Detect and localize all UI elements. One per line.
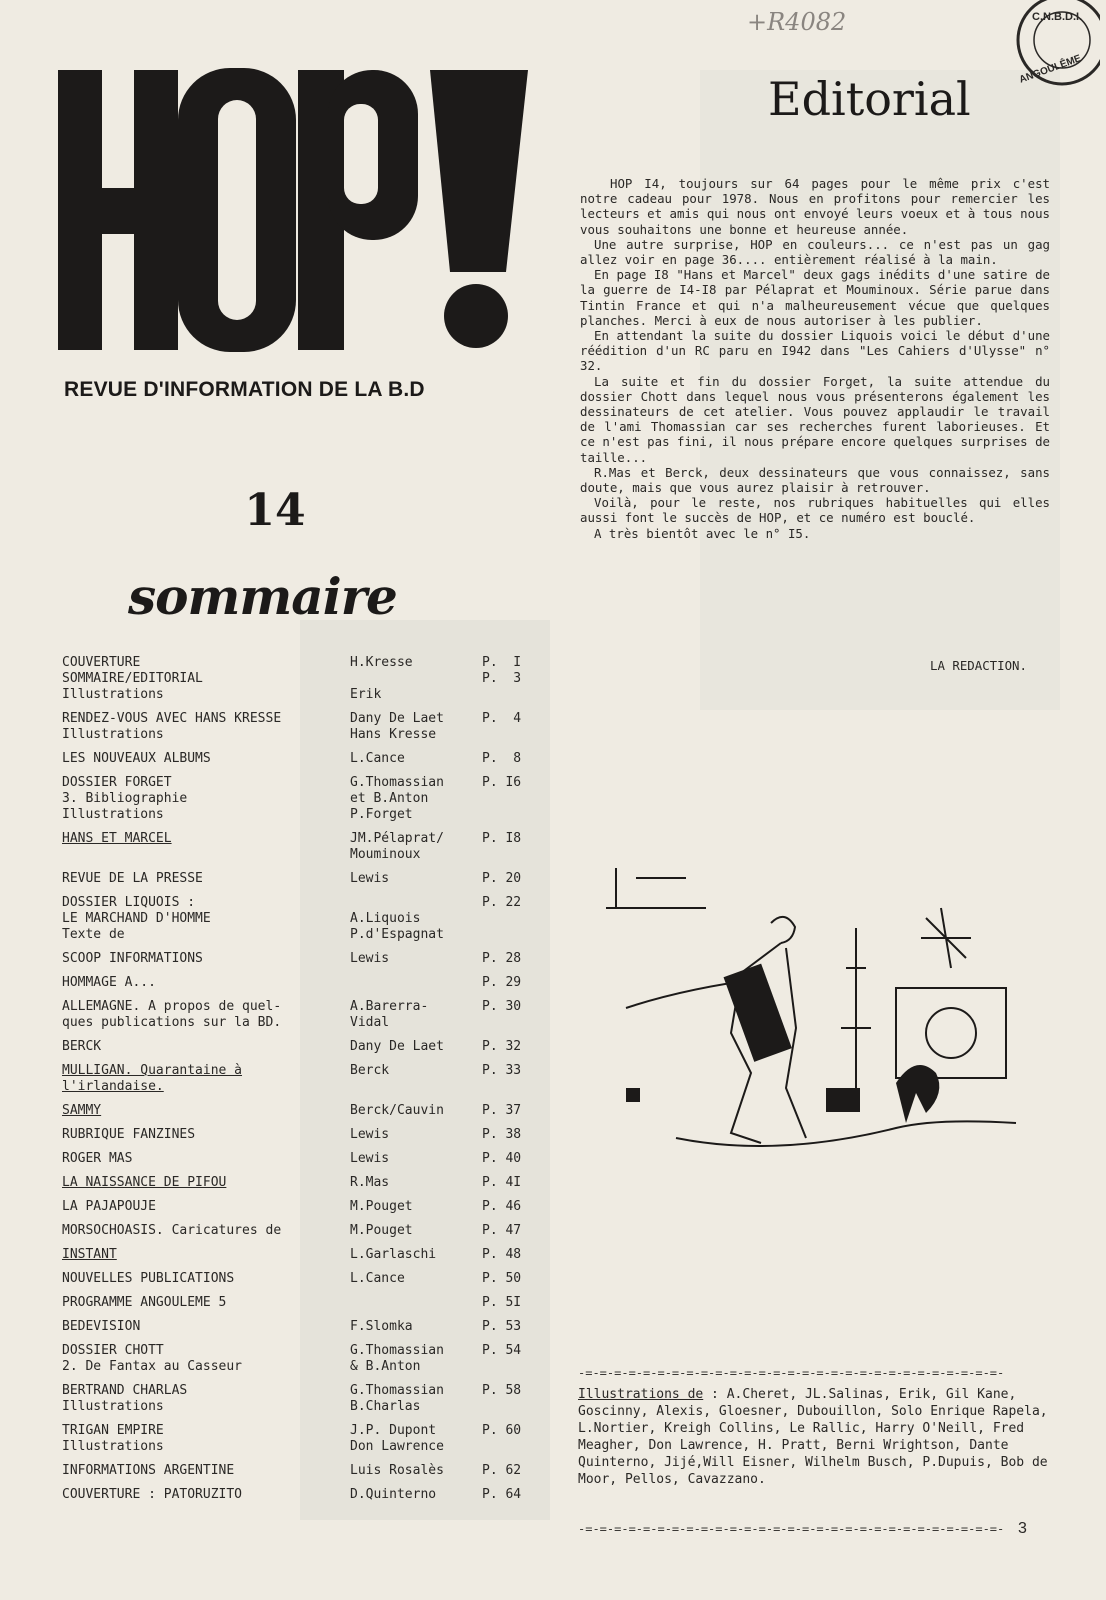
toc-entry-title: DOSSIER CHOTT 2. De Fantax au Casseur	[62, 1343, 243, 1374]
toc-entry-author: G.Thomassian B.Charlas	[350, 1383, 444, 1414]
editorial-paragraph: Une autre surprise, HOP en couleurs... ce n'est pas un gag allez voir en page 36.... entièrement réalisé à la main.	[580, 236, 1050, 268]
toc-entry-title: COUVERTURE	[62, 655, 141, 670]
toc-entry-title: HOMMAGE A...	[62, 975, 156, 990]
toc-entry-author: Luis Rosalès	[350, 1463, 444, 1478]
issue-number: 14	[244, 485, 306, 536]
toc-entry-page: P. 29	[482, 975, 522, 990]
toc-entry-page: P. 64	[482, 1487, 522, 1502]
toc-entry-title: INFORMATIONS ARGENTINE	[62, 1463, 235, 1478]
toc-entry-title: NOUVELLES PUBLICATIONS	[62, 1271, 235, 1286]
editorial-paragraph: A très bientôt avec le n° I5.	[594, 525, 811, 541]
toc-entry-title: PROGRAMME ANGOULEME 5	[62, 1295, 227, 1310]
toc-entry-page: P. 22	[482, 895, 522, 910]
toc-entry-author: M.Pouget	[350, 1223, 413, 1238]
toc-entry-title: MORSOCHOASIS. Caricatures de	[62, 1223, 282, 1238]
toc-entry-author: Lewis	[350, 1127, 390, 1142]
separator-top: -=-=-=-=-=-=-=-=-=-=-=-=-=-=-=-=-=-=-=-=-=-=-=-=-=-=-=-=-=-	[578, 1366, 1005, 1380]
toc-entry-page: P. 30	[482, 999, 522, 1014]
toc-entry-title: ROGER MAS	[62, 1151, 133, 1166]
toc-entry-page: P. 48	[482, 1247, 522, 1262]
toc-entry-author: F.Slomka	[350, 1319, 413, 1334]
toc-entry-author: A.Barerra- Vidal	[350, 999, 429, 1030]
toc-entry-title: SOMMAIRE/EDITORIAL Illustrations	[62, 671, 203, 702]
toc-entry-page: P. I6	[482, 775, 522, 790]
toc-entry-author: M.Pouget	[350, 1199, 413, 1214]
toc-entry-author: R.Mas	[350, 1175, 390, 1190]
editorial-paragraph: La suite et fin du dossier Forget, la suite attendue du dossier Chott dans lequel nous vous présenterons également les dessinateurs de cet atelier. Vous pouvez applaudir le travail de l'ami Thomassian car ses recherches furent laborieuses. Et ce n'est pas fini, il nous prépare encore quelques surprises de taille...	[580, 373, 1050, 465]
toc-entry-page: P. 60	[482, 1423, 522, 1438]
toc-entry-page: P. 4	[482, 711, 522, 726]
toc-entry-author: Lewis	[350, 1151, 390, 1166]
toc-entry-page: P. 53	[482, 1319, 522, 1334]
toc-entry-page: P. 5I	[482, 1295, 522, 1310]
toc-entry-title: SAMMY	[62, 1103, 102, 1118]
editorial-paragraph: En page I8 "Hans et Marcel" deux gags inédits d'une satire de la guerre de I4-I8 par Pélaprat et Mouminoux. Série parue dans Tintin France et qui n'a malheureusement vécue que quelques planches. Merci à eux de nous autoriser à les publier.	[580, 267, 1050, 328]
toc-entry-page: P. 50	[482, 1271, 522, 1286]
editorial-title: Editorial	[768, 72, 971, 126]
toc-entry-author: H.Kresse	[350, 655, 413, 670]
toc-entry-title: LA NAISSANCE DE PIFOU	[62, 1175, 227, 1190]
toc-entry-title: BERTRAND CHARLAS Illustrations	[62, 1383, 188, 1414]
toc-entry-title: BEDEVISION	[62, 1319, 141, 1334]
toc-entry-title: LES NOUVEAUX ALBUMS	[62, 751, 211, 766]
editorial-illustration	[596, 848, 1036, 1178]
toc-entry-page: P. 54	[482, 1343, 522, 1358]
toc-entry-author: Dany De Laet	[350, 1039, 444, 1054]
toc-entry-author: Dany De Laet Hans Kresse	[350, 711, 444, 742]
editorial-signature: LA REDACTION.	[930, 658, 1027, 673]
toc-entry-page: P. 47	[482, 1223, 522, 1238]
svg-text:ANGOULÊME: ANGOULÊME	[1017, 53, 1083, 86]
toc-entry-page: P. 33	[482, 1063, 522, 1078]
toc-entry-title: MULLIGAN. Quarantaine à l'irlandaise.	[62, 1063, 243, 1094]
toc-entry-page: P. 38	[482, 1127, 522, 1142]
toc-entry-page: P. 46	[482, 1199, 522, 1214]
hop-logo	[58, 60, 528, 360]
toc-entry-title: HANS ET MARCEL	[62, 831, 172, 846]
page-number: 3	[1018, 1520, 1027, 1537]
toc-entry-author: Berck/Cauvin	[350, 1103, 444, 1118]
toc-entry-author: JM.Pélaprat/ Mouminoux	[350, 831, 444, 862]
toc-entry-page: P. 40	[482, 1151, 522, 1166]
editorial-paragraph: R.Mas et Berck, deux dessinateurs que vous connaissez, sans doute, mais que vous aurez plaisir à retrouver.	[580, 464, 1050, 496]
separator-bottom: -=-=-=-=-=-=-=-=-=-=-=-=-=-=-=-=-=-=-=-=-=-=-=-=-=-=-=-=-=-	[578, 1522, 1005, 1536]
library-stamp	[1000, 0, 1100, 88]
toc-entry-author: Lewis	[350, 871, 390, 886]
magazine-subtitle: REVUE D'INFORMATION DE LA B.D	[64, 378, 425, 401]
toc-entry-page: P. 20	[482, 871, 522, 886]
toc-entry-author: G.Thomassian et B.Anton P.Forget	[350, 775, 444, 822]
editorial-paragraph: Voilà, pour le reste, nos rubriques habituelles qui elles aussi font le succès de HOP, et ce numéro est bouclé.	[580, 495, 1050, 526]
toc-entry-author: L.Cance	[350, 1271, 405, 1286]
editorial-body	[580, 176, 1050, 541]
sommaire-heading: sommaire	[128, 567, 397, 626]
editorial-paragraph: En attendant la suite du dossier Liquois voici le début d'une réédition d'un RC paru en I942 dans "Les Cahiers d'Ulysse" n° 32.	[580, 328, 1050, 374]
toc-entry-title: INSTANT	[62, 1247, 117, 1262]
toc-entry-author: Erik	[350, 687, 382, 702]
toc-entry-title: DOSSIER FORGET 3. Bibliographie Illustrations	[62, 775, 188, 822]
toc-entry-page: P. 37	[482, 1103, 522, 1118]
toc-entry-author: A.Liquois P.d'Espagnat	[350, 911, 444, 942]
toc-entry-author: J.P. Dupont Don Lawrence	[350, 1423, 444, 1454]
toc-entry-title: TRIGAN EMPIRE Illustrations	[62, 1423, 164, 1454]
editorial-paragraph: HOP I4, toujours sur 64 pages pour le même prix c'est notre cadeau pour 1978. Nous en profitons pour remercier les lecteurs et amis qui nous ont envoyé leurs voeux et à tous nous vous souhaitons une bonne et heureuse année.	[580, 176, 1050, 237]
toc-entry-author: Lewis	[350, 951, 390, 966]
toc-entry-author: L.Garlaschi	[350, 1247, 437, 1262]
toc-entry-title: RENDEZ-VOUS AVEC HANS KRESSE Illustrations	[62, 711, 282, 742]
toc-entry-page: P. 8	[482, 751, 522, 766]
toc-entry-page: P. I	[482, 655, 522, 670]
toc-entry-author: Berck	[350, 1063, 390, 1078]
toc-entry-author: D.Quinterno	[350, 1487, 437, 1502]
toc-entry-page: P. 3	[482, 671, 522, 686]
toc-entry-page: P. 32	[482, 1039, 522, 1054]
toc-entry-title: ALLEMAGNE. A propos de quel- ques publications sur la BD.	[62, 999, 282, 1030]
toc-entry-author: L.Cance	[350, 751, 405, 766]
toc-entry-author: G.Thomassian & B.Anton	[350, 1343, 444, 1374]
illustration-credits	[578, 1386, 1048, 1488]
handwritten-reference: +R4082	[747, 8, 847, 36]
svg-text:C.N.B.D.I.: C.N.B.D.I.	[1032, 11, 1083, 23]
toc-entry-title: RUBRIQUE FANZINES	[62, 1127, 196, 1142]
toc-entry-title: COUVERTURE : PATORUZITO	[62, 1487, 243, 1502]
toc-entry-title: DOSSIER LIQUOIS : LE MARCHAND D'HOMME Texte de	[62, 895, 211, 942]
toc-entry-page: P. 62	[482, 1463, 522, 1478]
credits-text: : A.Cheret, JL.Salinas, Erik, Gil Kane, Goscinny, Alexis, Gloesner, Dubouillon, Solo Enrique Rapela, L.Nortier, Kreigh Collins, Le Rallic, Harry O'Neill, Fred Meagher, Don Lawrence, H. Pratt, Berni Wrightson, Dante Quinterno, Jijé,Will Eisner, Wilhelm Busch, P.Dupuis, Bob de Moor, Pellos, Cavazzano.	[578, 1387, 1048, 1487]
credits-label: Illustrations de	[578, 1387, 704, 1402]
toc-entry-title: BERCK	[62, 1039, 102, 1054]
toc-entry-title: REVUE DE LA PRESSE	[62, 871, 203, 886]
toc-entry-title: LA PAJAPOUJE	[62, 1199, 156, 1214]
toc-entry-title: SCOOP INFORMATIONS	[62, 951, 203, 966]
toc-entry-page: P. I8	[482, 831, 522, 846]
toc-entry-page: P. 4I	[482, 1175, 522, 1190]
toc-entry-page: P. 28	[482, 951, 522, 966]
toc-entry-page: P. 58	[482, 1383, 522, 1398]
